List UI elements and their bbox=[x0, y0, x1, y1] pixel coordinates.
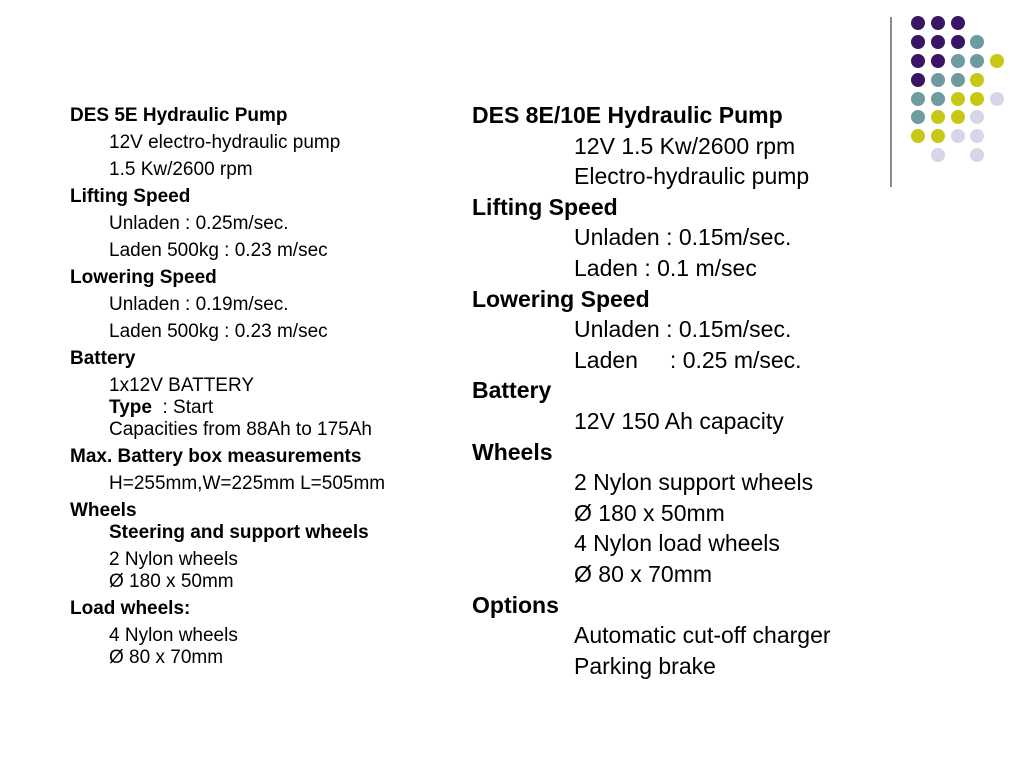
left-battery-type bbox=[70, 397, 450, 419]
right-options-line: Automatic cut-off charger bbox=[574, 622, 831, 649]
left-lowering-line: Unladen : 0.19m/sec. bbox=[109, 294, 289, 315]
dot bbox=[931, 148, 945, 162]
dot bbox=[970, 73, 984, 87]
left-wheels-heading: Wheels bbox=[70, 500, 137, 521]
left-lowering-heading: Lowering Speed bbox=[70, 267, 217, 288]
battery-type-label: Type bbox=[109, 397, 152, 418]
left-load-line: Ø 80 x 70mm bbox=[109, 647, 224, 668]
right-options-line: Parking brake bbox=[574, 652, 716, 679]
right-spec-column bbox=[472, 100, 892, 681]
left-lifting-line: Laden 500kg : 0.23 m/sec bbox=[109, 240, 328, 261]
right-lifting-line: Laden : 0.1 m/sec bbox=[574, 254, 757, 281]
left-lowering-line: Laden 500kg : 0.23 m/sec bbox=[109, 321, 328, 342]
dot bbox=[911, 73, 925, 87]
left-wheels-line: 2 Nylon wheels bbox=[109, 549, 238, 570]
left-pump-line: 12V electro-hydraulic pump bbox=[109, 132, 341, 153]
dot bbox=[911, 35, 925, 49]
dot bbox=[990, 92, 1004, 106]
dot bbox=[951, 129, 965, 143]
dot bbox=[951, 110, 965, 124]
right-title: DES 8E/10E Hydraulic Pump bbox=[472, 102, 783, 128]
dot bbox=[990, 54, 1004, 68]
dot bbox=[931, 54, 945, 68]
dot bbox=[970, 92, 984, 106]
battery-type-value: : Start bbox=[151, 397, 214, 418]
dot bbox=[911, 92, 925, 106]
right-lowering-heading: Lowering Speed bbox=[472, 285, 650, 312]
left-battery-heading: Battery bbox=[70, 348, 136, 369]
dot bbox=[951, 16, 965, 30]
right-wheels-line: Ø 180 x 50mm bbox=[574, 499, 725, 526]
right-lowering-line: Unladen : 0.15m/sec. bbox=[574, 316, 792, 343]
right-wheels-line: Ø 80 x 70mm bbox=[574, 560, 713, 587]
left-lifting-line: Unladen : 0.25m/sec. bbox=[109, 213, 289, 234]
right-wheels-line: 2 Nylon support wheels bbox=[574, 469, 814, 496]
dot bbox=[931, 35, 945, 49]
dot bbox=[931, 110, 945, 124]
dot bbox=[970, 54, 984, 68]
left-wheels-subheading: Steering and support wheels bbox=[109, 522, 369, 543]
dot bbox=[931, 92, 945, 106]
left-wheels-line: Ø 180 x 50mm bbox=[109, 571, 234, 592]
right-wheels-heading: Wheels bbox=[472, 438, 553, 465]
dot bbox=[951, 92, 965, 106]
right-pump-line: Electro-hydraulic pump bbox=[574, 163, 810, 190]
right-options-heading: Options bbox=[472, 591, 559, 618]
left-battery-capacity: Capacities from 88Ah to 175Ah bbox=[109, 419, 372, 440]
dot bbox=[911, 110, 925, 124]
dot bbox=[951, 54, 965, 68]
left-battery-box-heading: Max. Battery box measurements bbox=[70, 446, 362, 467]
dot bbox=[970, 129, 984, 143]
dot bbox=[931, 73, 945, 87]
right-battery-line: 12V 150 Ah capacity bbox=[574, 407, 784, 434]
right-lowering-line: Laden : 0.25 m/sec. bbox=[574, 346, 802, 373]
left-battery-box-line: H=255mm,W=225mm L=505mm bbox=[109, 473, 386, 494]
dot bbox=[931, 129, 945, 143]
dot bbox=[970, 110, 984, 124]
right-lifting-heading: Lifting Speed bbox=[472, 193, 618, 220]
left-load-heading: Load wheels: bbox=[70, 598, 191, 619]
left-title: DES 5E Hydraulic Pump bbox=[70, 105, 288, 126]
left-pump-line: 1.5 Kw/2600 rpm bbox=[109, 159, 253, 180]
dot bbox=[911, 16, 925, 30]
right-lifting-line: Unladen : 0.15m/sec. bbox=[574, 224, 792, 251]
left-spec-column bbox=[70, 105, 450, 669]
dot bbox=[951, 73, 965, 87]
right-battery-heading: Battery bbox=[472, 377, 552, 404]
right-pump-line: 12V 1.5 Kw/2600 rpm bbox=[574, 132, 796, 159]
dot bbox=[931, 16, 945, 30]
right-wheels-line: 4 Nylon load wheels bbox=[574, 530, 780, 557]
dot bbox=[970, 148, 984, 162]
left-battery-line: 1x12V BATTERY bbox=[109, 375, 255, 396]
dot bbox=[911, 129, 925, 143]
dot bbox=[970, 35, 984, 49]
left-lifting-heading: Lifting Speed bbox=[70, 186, 191, 207]
dot bbox=[911, 54, 925, 68]
dot bbox=[951, 35, 965, 49]
left-load-line: 4 Nylon wheels bbox=[109, 625, 238, 646]
